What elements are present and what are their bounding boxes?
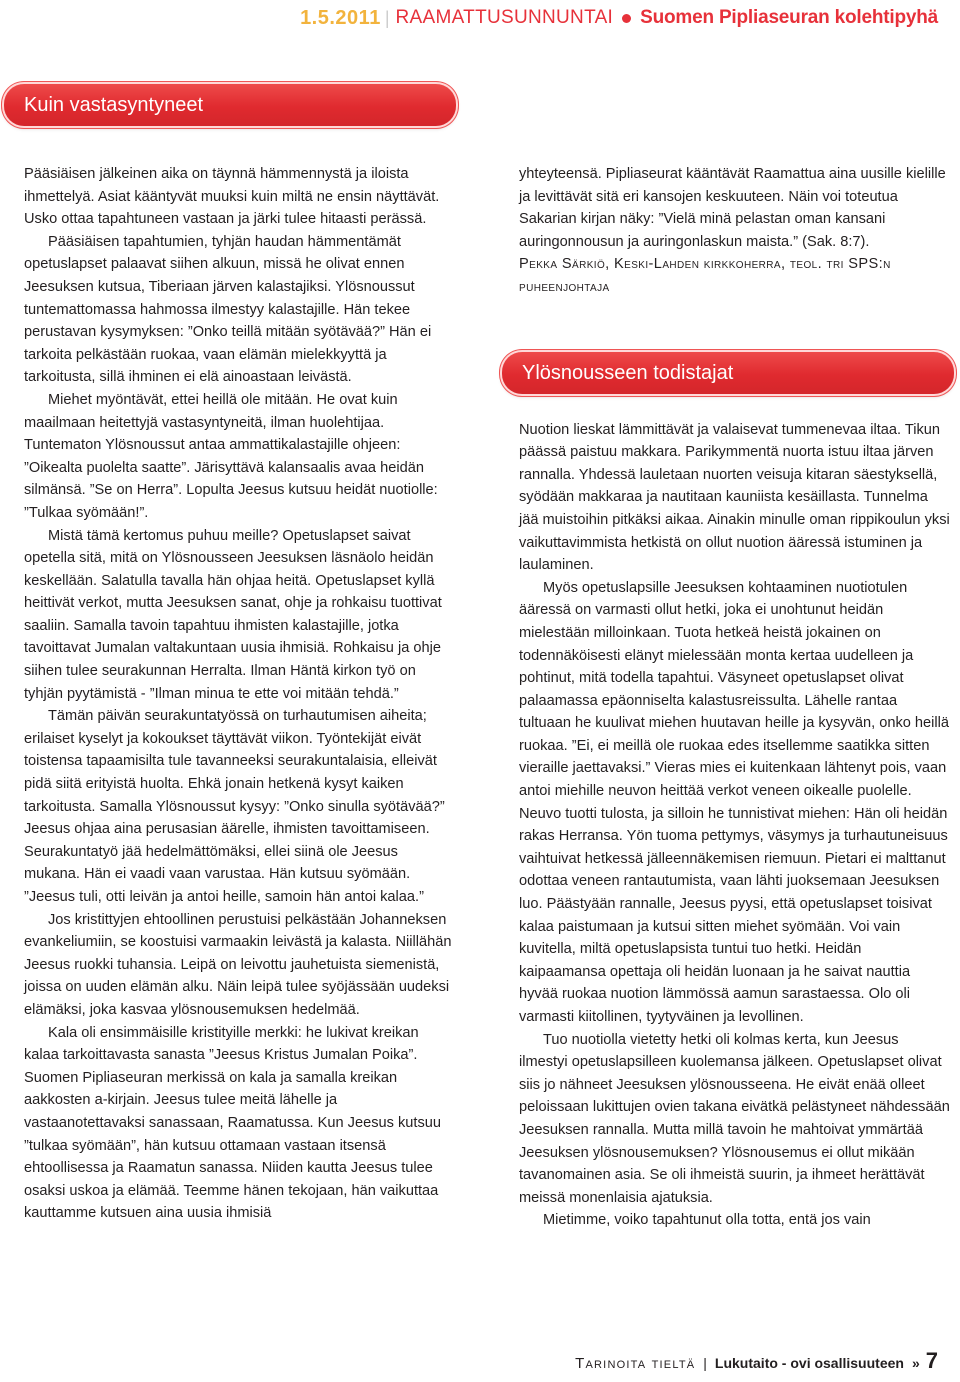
footer-divider: | [703, 1355, 707, 1371]
paragraph: Mietimme, voiko tapahtunut olla totta, entä jos vain [543, 1212, 871, 1229]
publication-name: Suomen Pipliaseuran kolehtipyhä [640, 7, 938, 28]
paragraph: Pääsiäisen jälkeinen aika on täynnä hämmennystä ja iloista ihmettelyä. Asiat kääntyvät muuksi kuin miltä ne ensin näyttävät. Usko ottaa tapahtuneen vastaan ja järki tulee hitaasti perässä. [24, 166, 440, 228]
header-divider: | [384, 7, 390, 28]
paragraph: Pääsiäisen tapahtumien, tyhjän haudan hämmentämät opetuslapset palaavat siihen alkuun, missä he olivat ennen Jeesuksen kutsua, Tiberiaan järven kalastajiksi. Ylösnoussut tuntemattomassa hahmossa ilmestyy kalastajille. Hän tekee perustavan kysymyksen: ”Onko teillä mitään syötävää?” Hän ei tarkoita pelkästään ruokaa, vaan elämän mielekkyyttä ja tarkoitusta, sillä ihminen ei elä ainoastaan leivästä. [24, 233, 432, 386]
section-title-kuin-vastasyntyneet: Kuin vastasyntyneet [4, 84, 456, 126]
footer-section: Tarinoita tieltä [575, 1355, 696, 1372]
issue-date: 1.5.2011 [300, 6, 381, 29]
page-footer [575, 1348, 938, 1374]
bullet-dot-icon [622, 14, 631, 23]
footer-title: Lukutaito - ovi osallisuuteen [714, 1355, 904, 1371]
double-arrow-icon: » [911, 1355, 920, 1371]
page-number: 7 [925, 1348, 938, 1373]
header-title: RAAMATTUSUNNUNTAI [395, 7, 614, 28]
section-title-ylosnousseen-todistajat: Ylösnousseen todistajat [502, 352, 954, 394]
paragraph: Mistä tämä kertomus puhuu meille? Opetuslapset saivat opetella sitä, mitä on Ylösnousseen Jeesuksen läsnäolo heidän keskellään. Salatulla tavalla hän ohjaa heitä. Opetuslapset kyllä heittivät verkot, mutta Jeesuksen sanat, ohje ja rohkaisu tuottivat saaliin. Samalla tavoin tapahtuu ihmisten kalastajille, jotka tavoittavat Jumalan valtakuntaan uusia ihmisiä. Rohkaisu ja ohje siihen tulee seurakunnan Herralta. Ilman Häntä kirkon työ on tyhjän pyytämistä - ”Ilman minua te ette voi mitään tehdä.” [24, 527, 442, 702]
paragraph: Myös opetuslapsille Jeesuksen kohtaaminen nuotiotulen ääressä on varmasti ollut hetki, joka ei unohtunut heidän mielestään milloinkaan. Tuota hetkeä heistä jokainen on todennäköisesti elänyt mielessään monta kertaa uudelleen ja pohtinut, mitä todella tapahtui. Väsyneet opetuslapset olivat palaamassa epäonniselta kalastusreissulta. Lähelle rantaa tultuaan he kuulivat miehen huutavan heille ja kysyvän, onko heillä ruokaa. ”Ei, ei meillä ole ruokaa edes itsellemme saatikka sitten vieraille jaettavaksi.” Vieras mies ei kuitenkaan lähtenyt pois, vaan antoi miehille neuvon heittää verkot veneen oikealle puolelle. Neuvo tuotti tulosta, ja silloin he tunnistivat miehen: Hän oli heidän rakas Herransa. Yön tuoma pettymys, väsymys ja turhautuneisuus vaihtuivat hetkessä jälleennäkemisen riemuun. Pietari ei malttanut odottaa veneen rantautumista, vaan lähti juoksemaan Jeesuksen luo. Päästyään rannalle, Jeesus pyysi, että opetuslapset toisivat kalaa paistumaan ja kutsui sitten miehet syömään. Voi vain kuvitella, miltä opetuslapsista tuntui tuo hetki. Heidän kaipaamansa opettaja oli heidän luonaan ja he saivat nauttia hyvää ruokaa nuotion lämmössä aamun sarastaessa. Olo oli varmasti kiitollinen, tyytyväinen ja levollinen. [519, 579, 949, 1025]
paragraph: Kala oli ensimmäisille kristityille merkki: he lukivat kreikan kalaa tarkoittavasta sanasta ”Jeesus Kristus Jumalan Poika”. Suomen Pipliaseuran merkissä on kala ja samalla kreikan aakkosten a-kirjain. Jeesus tulee meitä lähelle ja vastaanotettavaksi sanassaan, Raamatussa. Kun Jeesus kutsuu ”tulkaa syömään”, hän kutsuu ottamaan vastaan itsensä ehtoollisessa ja Raamatun sanassa. Niiden kautta Jeesus tulee osaksi uskoa ja elämää. Teemme hänen tekojaan, hän vaikuttaa kauttamme kutsuen aina uusia ihmisiä [24, 1024, 441, 1222]
author-signature: Pekka Särkiö, Keski-Lahden kirkkoherra, teol. tri SPS:n puheenjohtaja [519, 256, 891, 295]
page-header [300, 0, 938, 36]
paragraph: Nuotion lieskat lämmittävät ja valaisevat tummenevaa iltaa. Tikun päässä paistuu makkara. Parikymmentä nuorta istuu iltaa järven rannalla. Yhdessä lauletaan nuorten veisuja kitaran säestyksellä, syödään makkaraa ja nautitaan kauniista kesäillasta. Tunnelma jää muistoihin pitkäksi aikaa. Ainakin minulle oman rippikoulun yksi vaikuttavimmista hetkistä on ollut nuotion ääressä istuminen ja laulaminen. [519, 421, 950, 574]
article-column-right [519, 163, 951, 1232]
paragraph: Miehet myöntävät, ettei heillä ole mitään. He ovat kuin maailmaan heitettyjä vastasyntyneitä, ilman huolehtijaa. Tuntematon Ylösnoussut antaa ammattikalastajille ohjeen: ”Oikealta puolelta saatte”. Järisyttävä kalansaalis avaa heidän silmänsä. ”Se on Herra”. Lopulta Jeesus kutsuu heidät nuotiolle: ”Tulkaa syömään!”. [24, 391, 438, 521]
paragraph: Tuo nuotiolla vietetty hetki oli kolmas kerta, kun Jeesus ilmestyi opetuslapsilleen kuolemansa jälkeen. Opetuslapset olivat siis jo nähneet Jeesuksen ylösnousseena. He eivät enää olleet peloissaan lukittujen ovien takana eivätkä pelästyneet nähdessään Jeesuksen rannalla. Mutta millä tavoin he mahtoivat ymmärtää Jeesuksen ylösnousemuksen? Ylösnousemus ei ollut mikään tavanomainen asia. Se oli ihmeistä suurin, ja ihmeet herättävät meissä monenlaisia ajatuksia. [519, 1031, 950, 1206]
paragraph: yhteyteensä. Pipliaseurat kääntävät Raamattua aina uusille kielille ja levittävät sitä eri kansojen keskuuteen. Näin voi toteutua Sakarian kirjan näky: ”Vielä minä pelastan oman kansani auringonnousun ja auringonlaskun maista.” (Sak. 8:7). [519, 166, 946, 250]
article-column-left [24, 163, 454, 1225]
paragraph: Jos kristittyjen ehtoollinen perustuisi pelkästään Johanneksen evankeliumiin, se koostuisi varmaakin leivästä ja kalasta. Niillähän Jeesus ruokki tuhansia. Leipä on leivottu jauhetuista siemenistä, joissa on uuden elämän alku. Näin leipä tulee syöjässään uudeksi elämäksi, joka kasvaa ylösnousemuksen hedelmää. [24, 911, 452, 1018]
paragraph: Tämän päivän seurakuntatyössä on turhautumisen aiheita; erilaiset kyselyt ja kokoukset täyttävät viikon. Työntekijät eivät toistensa tapaamisilta tule tavanneeksi seurakuntalaisia, elleivät pidä siitä erityistä huolta. Ehkä jonain hetkenä kysyt kaiken tarkoitusta. Samalla Ylösnoussut kysyy: ”Onko sinulla syötävää?” Jeesus ohjaa aina perusasian äärelle, ihmisten tavoittamiseen. Seurakuntatyö jää hedelmättömäksi, ellei siinä ole Jeesus mukana. Hän ei vaadi vaan varustaa. Hän kutsuu syömään. ”Jeesus tuli, otti leivän ja antoi heille, samoin hän antoi kalaa.” [24, 708, 445, 905]
